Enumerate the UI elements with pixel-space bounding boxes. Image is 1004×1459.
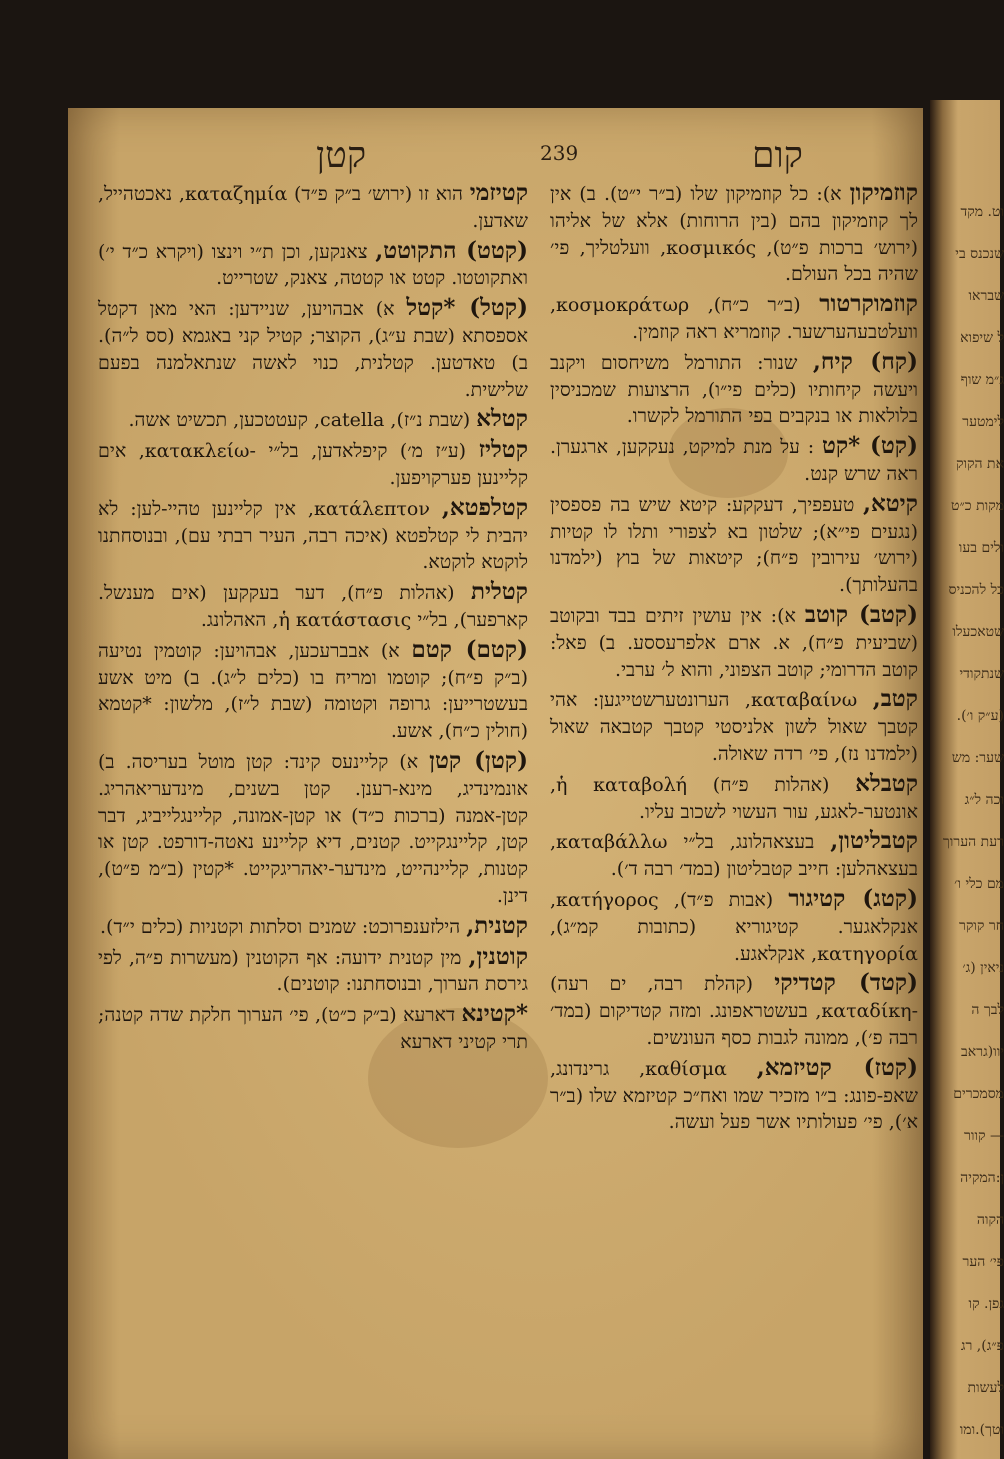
entry-headword: קוטנין, <box>468 942 528 970</box>
edge-text-fragment: (ע״ק ו׳). <box>956 708 1004 724</box>
edge-text-fragment: וט. מקד <box>960 204 1004 220</box>
edge-text-fragment: ג״מ שוף <box>960 372 1004 388</box>
entry-definition: א) אבהויען, שניידען: האי מאן דקטל אספסתא (שבת ע״ג), הקוצר; קטיל קני באגמא (סס ל״ה). ב) טאדטען. קטלנית, כנוי לאשה שנתאלמנה בפעם שלישית. <box>98 298 528 401</box>
entry-definition: (אבות פ״ד), κατήγορος, אנקלאגער. קטיגוריא (כתובות קמ״ג), κατηγορία, אנקלאגע. <box>550 888 918 965</box>
dictionary-entry <box>98 1001 528 1056</box>
dictionary-entry <box>550 349 918 430</box>
entry-headword: (קטב) קוטב <box>804 600 918 628</box>
entry-definition: א) אבברעכען, אבהויען: קוטמין נטיעה (ב״ק פ״ח); קוטמו ומריח בו (כלים ל״ג). ב) מיט אשע בעשטרייען: גרופה וקטומה (שבת ל״ז), מלשון: *קטמא (חולין כ״ח), אשע. <box>98 639 528 743</box>
entry-headword: (קטג) קטיגור <box>788 884 918 912</box>
edge-text-fragment: לעשות <box>967 1380 1004 1396</box>
entry-headword: קטליז <box>478 436 528 464</box>
edge-text-fragment: ן:המקיה <box>960 1170 1004 1186</box>
running-head-right: קום <box>752 135 803 176</box>
entry-headword: (קטז) קטיזמא, <box>756 1053 918 1081</box>
dictionary-entry <box>550 491 918 599</box>
edge-text-fragment: וכה ל״ג <box>964 792 1004 808</box>
edge-text-fragment: רעת הערוך <box>942 834 1004 850</box>
entry-headword: (קטל) *קטל <box>406 294 528 322</box>
dictionary-entry <box>550 886 918 967</box>
entry-headword: (קטן) קטן <box>429 746 529 774</box>
entry-definition: καταβαίνω, הערונטערשטייגען: אהי קטבך שאול לשון אלניסטי קטבך קטבאה שאול (ילמדנו נז), פי׳ רדה שאולה. <box>550 689 918 765</box>
dictionary-entry <box>550 602 918 683</box>
entry-headword: קוזמוקרטור <box>819 290 918 318</box>
entry-headword: (קטד) קטדיקי <box>774 969 918 997</box>
dictionary-entry <box>98 637 528 745</box>
dictionary-entry <box>98 913 528 941</box>
edge-text-fragment: שער: מש <box>951 750 1004 766</box>
adjacent-page-edge <box>930 100 1004 1459</box>
edge-text-fragment: ולים בעו <box>958 540 1004 556</box>
edge-text-fragment: לבך ה <box>971 1002 1004 1018</box>
dictionary-entry <box>550 291 918 346</box>
edge-text-fragment: ל שיפוא <box>960 330 1004 346</box>
entry-definition: καθίσμα, גרינדונג, שאפ-פונג: ב״ו מזכיר שמו ואח״כ קטיזמא שלו (ב״ר א׳), פי׳ פעולותיו אשר פעל ועשה. <box>550 1057 918 1134</box>
dictionary-entry <box>98 437 528 492</box>
entry-headword: קטבליטון, <box>830 827 918 855</box>
entry-definition: κατάλεπτον, אין קליינען טהיי-לען: לא יהבית לי קטלפטא (איכה רבה, העיר רבתי עם), ובנוסחתנו לוקטא לוקטא. <box>98 497 528 574</box>
page-number: 239 <box>540 141 579 165</box>
entry-headword: (קט) *קט <box>821 432 918 460</box>
entry-headword: קטלא <box>476 405 528 433</box>
dictionary-entry <box>550 433 918 488</box>
edge-text-fragment: גפן. קו <box>968 1296 1004 1312</box>
entry-definition: א): אין עושין זיתים בבד ובקוטב (שביעית פ״ח), א. ארם אלפרעססע. ב) פאל: קוטב הדרומי; קוטב הצפוני, והוא ל׳ ערבי. <box>550 604 918 681</box>
right-column <box>550 180 918 1139</box>
entry-headword: קוזמיקון <box>849 179 918 206</box>
entry-headword: קטבלא <box>855 769 918 797</box>
edge-text-fragment: חר קוקר <box>958 918 1004 934</box>
dictionary-entry <box>98 944 528 999</box>
dictionary-entry <box>98 180 528 235</box>
dictionary-entry <box>98 238 528 293</box>
dictionary-entry <box>98 579 528 634</box>
edge-text-fragment: הקוה <box>976 1212 1004 1228</box>
dictionary-entry <box>550 771 918 826</box>
left-column <box>98 180 528 1059</box>
entry-definition: דארעא (ב״ק כ״ט), פי׳ הערוך חלקת שדה קטנה; תרי קטיני דארעא <box>98 1004 528 1053</box>
dictionary-entry <box>550 828 918 883</box>
entry-headword: (קח) קיח, <box>812 347 918 375</box>
edge-text-fragment: פי׳ הער <box>962 1254 1004 1270</box>
dictionary-entry <box>98 495 528 576</box>
entry-headword: קטיזמי <box>469 179 528 206</box>
entry-headword: (קטם) קטם <box>411 635 528 663</box>
entry-definition: (אהלות פ״ח) ἡ καταβολή, אונטער-לאגע, עור העשוי לשכוב עליו. <box>550 773 918 823</box>
edge-text-fragment: מסמכרים <box>953 1086 1004 1102</box>
entry-definition: טעפפיך, דעקקע: קיטא שיש בה פספסין (נגעים פי״א); שלטון בא לצפורי ותלו לו קטיות (ירוש׳ עירובין פ״ח); קיטאות של בוץ (ילמדנו בהעלותך). <box>550 493 918 597</box>
entry-definition: מין קטנית ידועה: אף הקוטנין (מעשרות פ״ה, לפי גירסת הערוך, ובנוסחתנו: קוטנים). <box>98 946 528 996</box>
edge-text-fragment: לימטער <box>962 414 1004 430</box>
dictionary-entry <box>550 1055 918 1136</box>
entry-headword: קטלפטא, <box>441 493 528 521</box>
dictionary-entry <box>98 295 528 403</box>
edge-text-fragment: מקות כ״ט <box>951 498 1004 514</box>
edge-text-fragment: שטאכעלו <box>952 624 1004 640</box>
entry-definition: (ע״ז מ׳) קיפלאדען, בל״י -κατακλείω, אים קליינען פערקויפען. <box>98 440 528 489</box>
edge-text-fragment: את הקוק <box>955 456 1004 472</box>
edge-text-fragment: שבראו <box>968 288 1004 304</box>
edge-text-fragment: פ״ג), רג <box>960 1338 1004 1354</box>
entry-headword: *קטינא <box>461 1000 528 1028</box>
entry-headword: (קטט) התקוטט, <box>375 236 528 264</box>
edge-text-fragment: — קוור <box>964 1128 1004 1144</box>
entry-definition: שנור: התורמל משיחסום ויקנב ויעשה קיחותיו (כלים פי״ו), הרצועות שמכניסין בלולאות או בנקבים בפי התורמל לקשרו. <box>550 351 918 428</box>
running-head-left: קטן <box>316 135 367 176</box>
entry-definition: הוא זו (ירוש׳ ב״ק פ״ד) καταζημία, נאכטהייל, שאדען. <box>98 183 528 232</box>
edge-text-fragment: כל להכניס <box>948 582 1004 598</box>
entry-definition: (קהלת רבה, ים רעה) -καταδίκη, בעשטראפונג. ומזה קטדיקום (במד׳ רבה פ׳), ממונה לגבות כסף העונשים. <box>550 973 918 1049</box>
entry-definition: (אהלות פ״ח), דער בעקקען (אים מענשל. קארפער), בל״י ἡ κατάστασις, האהלונג. <box>98 582 528 631</box>
entry-headword: קטב, <box>872 685 918 713</box>
entry-definition: הילזענפרוכט: שמנים וסלתות וקטניות (כלים י״ד). <box>100 915 467 938</box>
entry-definition: א) קליינעס קינד: קטן מוטל בעריסה. ב) אונמינדיג, מינא-רענן. קטן בשנים, מינדעריאהריג. קטן-אמנה (ברכות כ״ד) או קטן-אמונה, קליינגלייביג, דבר קטן, קליינגקייט. קטנים, דיא קליינע נאטה-דורפט. קטן או קטנות, קליינהייט, מינדער-יאהריגקייט. *קטין (ב״מ פ״ט), דינן. <box>98 750 528 907</box>
edge-text-fragment: מם כלי ו׳ <box>954 876 1004 892</box>
dictionary-entry <box>550 686 918 767</box>
entry-definition: (שבת נ״ז), catella, קעטטכען, תכשיט אשה. <box>128 409 477 432</box>
entry-definition: בעצאהלונג, בל״י καταβάλλω, בעצאהלען: חייב קטבליטון (במד׳ רבה ד׳). <box>550 831 918 881</box>
entry-definition: צאנקען, וכן ת״י וינצו (ויקרא כ״ד י׳) ואתקוטטו. קטט או קטטה, צאנק, שטרייט. <box>98 240 528 290</box>
edge-text-fragment: וטך).ומו <box>959 1422 1004 1438</box>
entry-headword: קיטא, <box>862 489 918 517</box>
dictionary-entry <box>98 748 528 910</box>
edge-text-fragment: ניאין (ג׳ <box>962 960 1004 976</box>
entry-definition: א): כל קוזמיקון שלו (ב״ר י״ט). ב) אין לך קוזמיקון בהם (בין הרוחות) אלא של אליהו (ירוש׳ ברכות פ״ט), κοσμικός, וועלטליך, פי׳ שהיה בכל העולם. <box>550 183 919 286</box>
entry-headword: קטנית, <box>466 911 528 939</box>
edge-text-fragment: יוו(גראב <box>961 1044 1004 1060</box>
entry-definition: : על מנת למיקט, נעקקען, ארגערן. ראה שרש קנט. <box>550 436 918 485</box>
dictionary-entry <box>98 406 528 434</box>
dictionary-entry <box>550 180 918 288</box>
edge-text-fragment: שנתקודי <box>959 666 1004 682</box>
edge-text-fragment: שנכנס בי <box>955 246 1004 262</box>
dictionary-entry <box>550 970 918 1051</box>
entry-headword: קטלית <box>470 578 528 606</box>
entry-definition: (ב״ר כ״ח), κοσμοκράτωρ, וועלטבעהערשער. קוזמריא ראה קוזמין. <box>550 294 918 343</box>
